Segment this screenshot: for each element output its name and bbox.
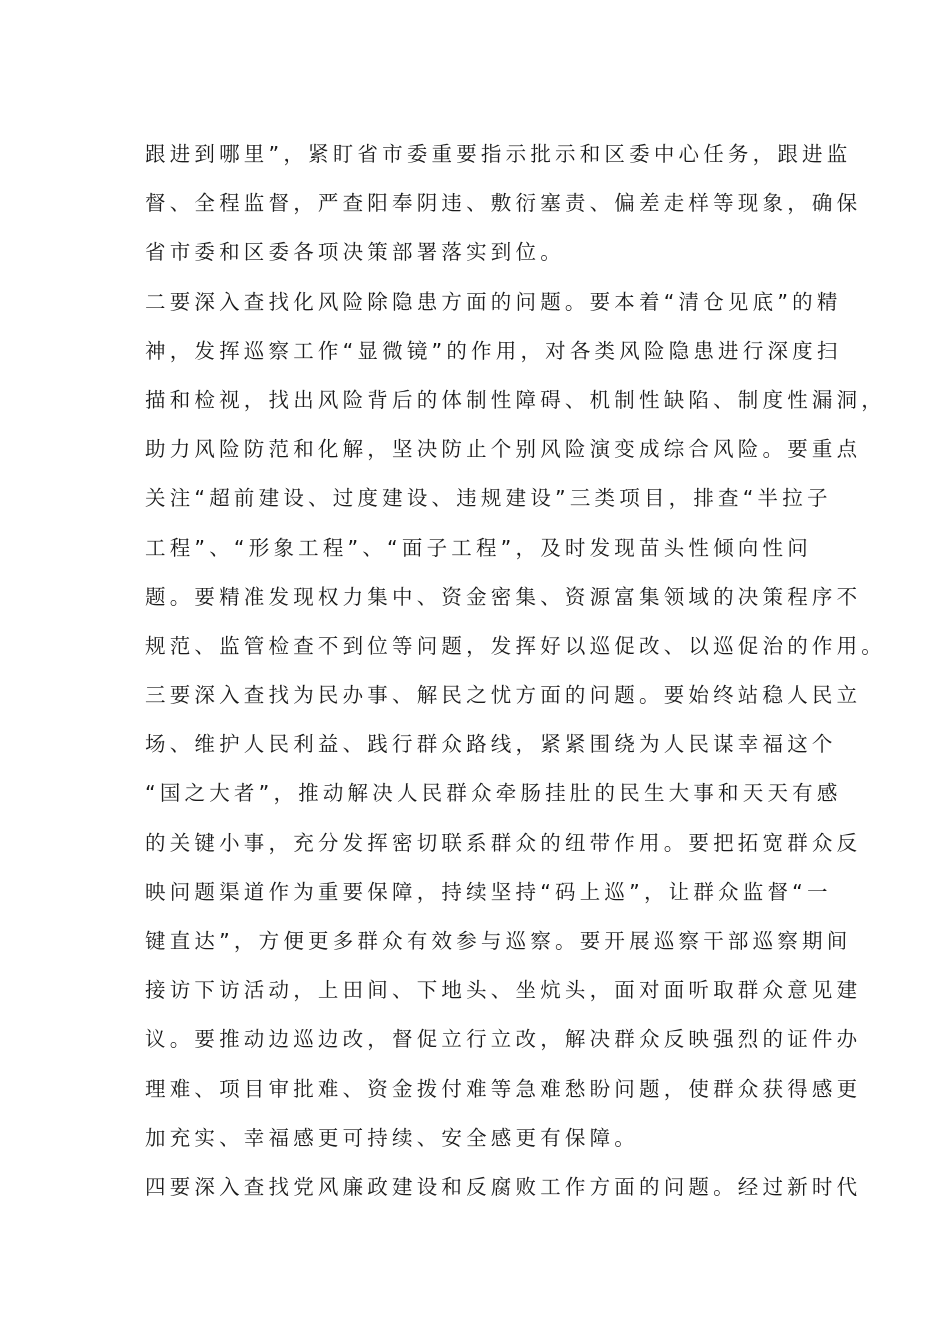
text-line: 省市委和区委各项决策部署落实到位。 <box>145 240 565 265</box>
text-line: “国之大者”，推动解决人民群众牵肠挂肚的民生大事和天天有感 <box>145 781 842 806</box>
text-line: 映问题渠道作为重要保障，持续坚持“码上巡”，让群众监督“一 <box>145 879 832 904</box>
text-line: 工程”、“形象工程”、“面子工程”，及时发现苗头性倾向性问 <box>145 535 812 560</box>
text-line: 二要深入查找化风险除隐患方面的问题。要本着“清仓见底”的精 <box>145 289 842 314</box>
text-line: 跟进到哪里”，紧盯省市委重要指示批示和区委中心任务，跟进监 <box>145 142 852 166</box>
text-line: 关注“超前建设、过度建设、违规建设”三类项目，排查“半拉子 <box>145 486 832 511</box>
text-line: 键直达”，方便更多群众有效参与巡察。要开展巡察干部巡察期间 <box>145 929 852 953</box>
text-line: 的关键小事，充分发挥密切联系群众的纽带作用。要把拓宽群众反 <box>145 830 862 855</box>
text-line: 规范、监管检查不到位等问题，发挥好以巡促改、以巡促治的作用。 <box>145 633 886 658</box>
text-line: 加充实、幸福感更可持续、安全感更有保障。 <box>145 1125 639 1150</box>
text-line: 助力风险防范和化解，坚决防止个别风险演变成综合风险。要重点 <box>145 437 862 462</box>
text-line: 描和检视，找出风险背后的体制性障碍、机制性缺陷、制度性漏洞， <box>145 387 886 412</box>
text-line: 接访下访活动，上田间、下地头、坐炕头，面对面听取群众意见建 <box>145 978 862 1003</box>
text-line: 场、维护人民利益、践行群众路线，紧紧围绕为人民谋幸福这个 <box>145 732 837 757</box>
text-line: 神，发挥巡察工作“显微镜”的作用，对各类风险隐患进行深度扫 <box>145 338 842 363</box>
text-line: 题。要精准发现权力集中、资金密集、资源富集领域的决策程序不 <box>145 584 862 609</box>
text-line: 督、全程监督，严查阳奉阴违、敷衍塞责、偏差走样等现象，确保 <box>145 191 862 216</box>
text-line: 理难、项目审批难、资金拨付难等急难愁盼问题，使群众获得感更 <box>145 1076 862 1101</box>
body-text <box>145 130 886 1212</box>
text-line: 议。要推动边巡边改，督促立行立改，解决群众反映强烈的证件办 <box>145 1027 862 1052</box>
text-line: 四要深入查找党风廉政建设和反腐败工作方面的问题。经过新时代 <box>145 1174 862 1199</box>
text-line: 三要深入查找为民办事、解民之忧方面的问题。要始终站稳人民立 <box>145 683 862 708</box>
